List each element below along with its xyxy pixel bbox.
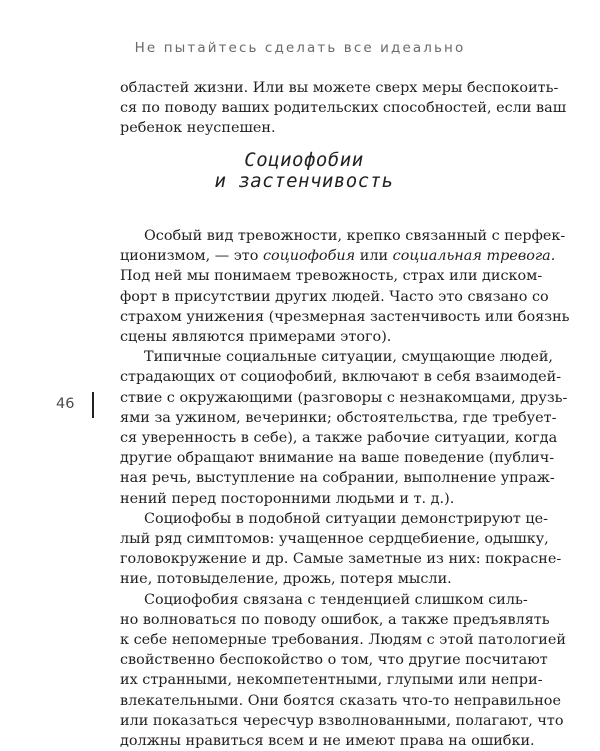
text-line: ствие с окружающими (разговоры с незнакомцами, друзь- [120, 389, 568, 406]
text-line: или показаться чересчур взволнованными, полагают, что [120, 712, 564, 729]
text-line: свойственно беспокойство о том, что другие посчитают [120, 652, 548, 669]
text-line: сцены являются примерами этого). [120, 329, 392, 346]
paragraph [120, 347, 568, 509]
text-line: другие обращают внимание на ваше поведение (публич- [120, 450, 555, 467]
text-line: ребенок неуспешен. [120, 120, 276, 137]
text-line: нений перед посторонними людьми и т. д.). [120, 490, 455, 507]
text-line: к себе непомерные требования. Людям с этой патологией [120, 632, 566, 649]
text-line: ся по поводу ваших родительских способностей, если ваш [120, 100, 567, 117]
paragraph [120, 509, 562, 590]
text-line: ная речь, выступление на собрании, выполнение упраж- [120, 470, 555, 487]
running-head: Не пытайтесь сделать все идеально [134, 40, 466, 56]
page-number: 46 [56, 396, 75, 412]
text-line: ся уверенность в себе), а также рабочие ситуации, когда [120, 430, 558, 447]
heading-line-2: и застенчивость [214, 170, 394, 192]
text-line: влекательными. Они боятся сказать что-то неправильное [120, 692, 561, 709]
section-heading [120, 150, 488, 192]
text-line: Типичные социальные ситуации, смущающие людей, [144, 349, 554, 366]
text-line: ями за ужином, вечеринки; обстоятельства, где требует- [120, 409, 557, 426]
heading-line-1: Социофобии [244, 149, 364, 171]
text-line: но волноваться по поводу ошибок, а также предъявлять [120, 611, 550, 628]
text-line-with-emphasis: ционизмом, — это социофобия или социальная тревога. [120, 248, 556, 265]
text-line: должны нравиться всем и не имеют права на ошибки. [120, 733, 535, 750]
text-line: страхом унижения (чрезмерная застенчивость или боязнь [120, 308, 570, 325]
text-line: страдающих от социофобий, включают в себя взаимодей- [120, 369, 562, 386]
text-line: ние, потовыделение, дрожь, потеря мысли. [120, 571, 452, 588]
text-line: лый ряд симптомов: учащенное сердцебиение, одышку, [120, 531, 549, 548]
folio-divider [92, 392, 94, 418]
body-text [120, 226, 570, 751]
text-line: головокружение и др. Самые заметные из них: покрасне- [120, 551, 562, 568]
emphasis-term: социальная тревога. [392, 248, 556, 265]
text-line: Социофобы в подобной ситуации демонстрируют це- [144, 510, 549, 527]
paragraph [120, 226, 570, 347]
text-line: их странными, некомпетентными, глупыми или непри- [120, 672, 543, 689]
text-line: Под ней мы понимаем тревожность, страх или диском- [120, 268, 543, 285]
paragraph [120, 590, 566, 751]
text-line: Социофобия связана с тенденцией слишком силь- [144, 591, 528, 608]
emphasis-term: социофобия [262, 248, 356, 265]
text-line: Особый вид тревожности, крепко связанный с перфек- [144, 228, 566, 244]
text-line: форт в присутствии других людей. Часто это связано со [120, 288, 549, 305]
text-line: областей жизни. Или вы можете сверх меры беспокоить- [120, 80, 559, 96]
intro-paragraph [120, 78, 567, 139]
